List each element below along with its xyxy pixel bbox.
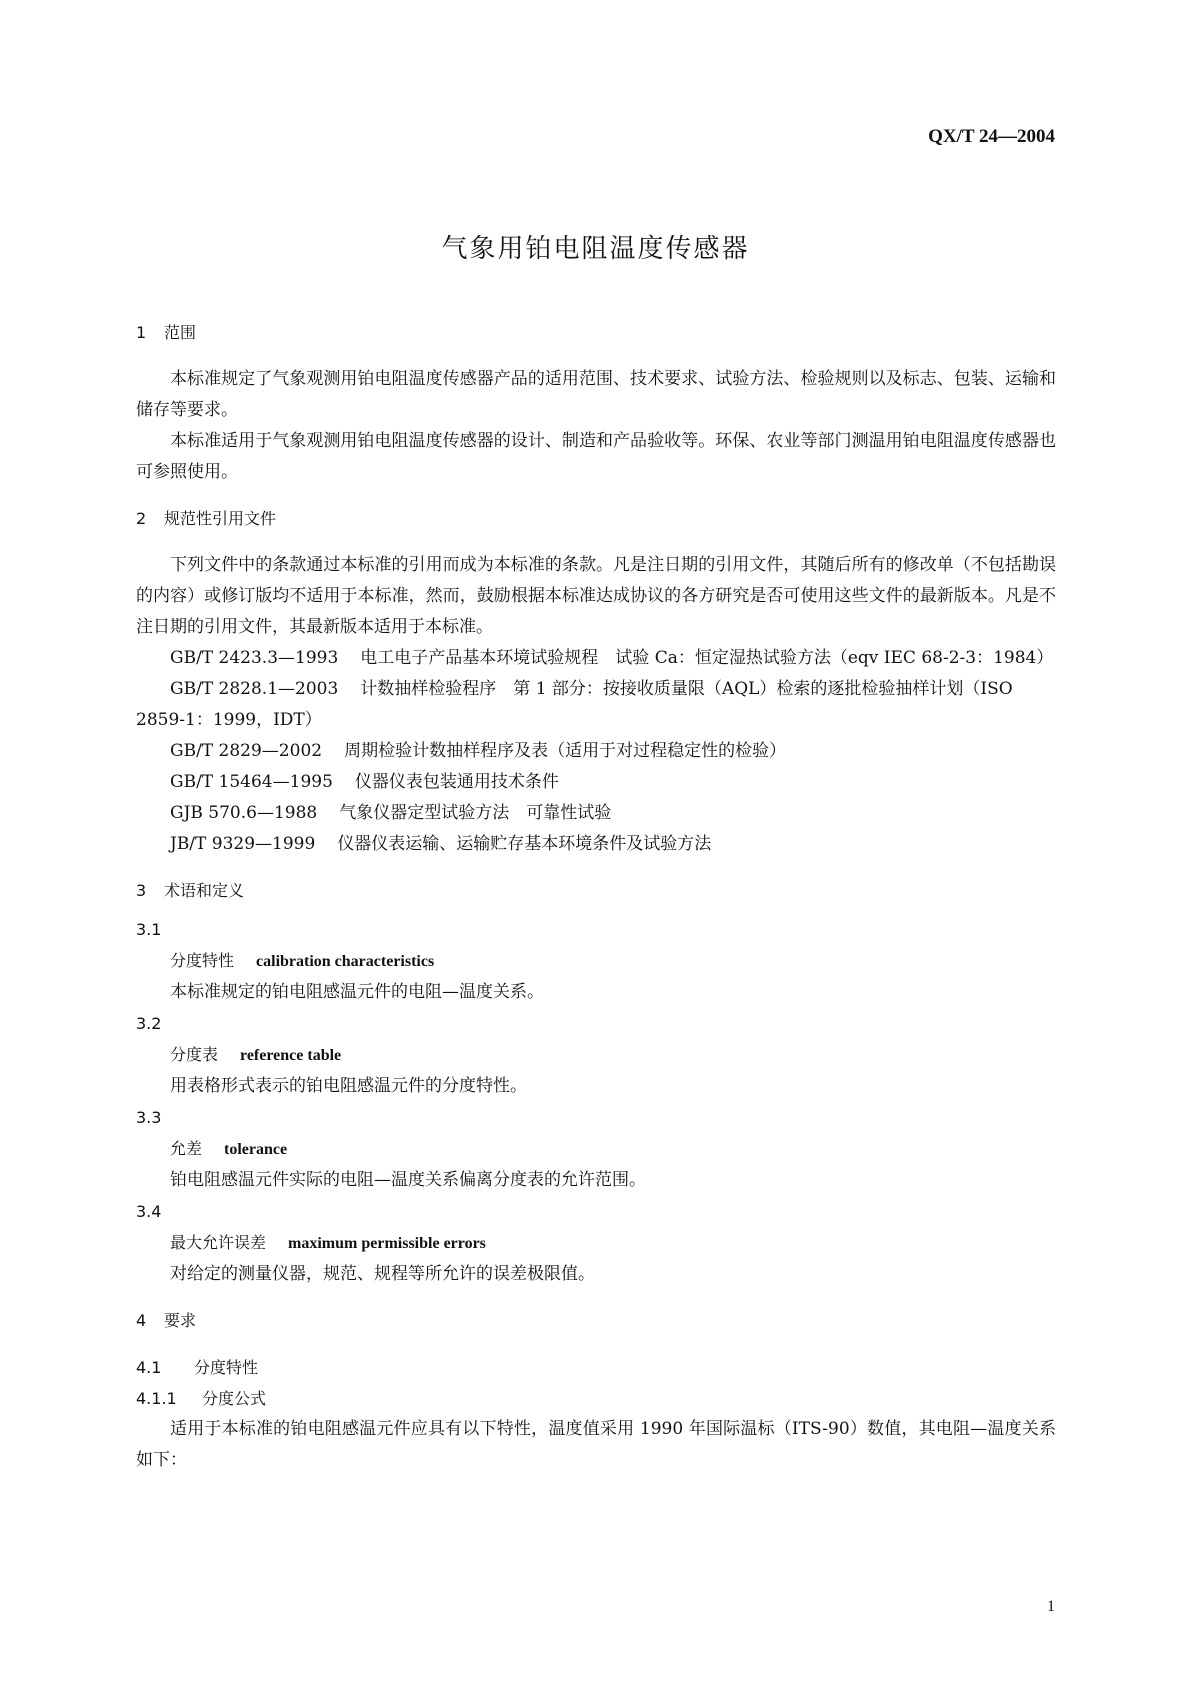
term-definition: 对给定的测量仪器，规范、规程等所允许的误差极限值。: [170, 1264, 595, 1284]
section-number: 1: [136, 323, 147, 342]
clause-number: 3.4: [136, 1202, 162, 1221]
section-number: 4: [136, 1311, 147, 1330]
term-entry: [136, 1133, 1056, 1165]
section-number: 2: [136, 509, 147, 528]
clause-number: 3.3: [136, 1108, 162, 1127]
reference-title: 电工电子产品基本环境试验规程 试验 Ca：恒定湿热试验方法（eqv IEC 68-2-3：1984）: [360, 648, 1054, 668]
section-heading-4: [136, 1308, 1056, 1334]
subsection-heading: [136, 1352, 1056, 1383]
section-heading-3: [136, 878, 1056, 904]
reference-code: GB/T 2828.1—2003: [170, 679, 339, 699]
term-zh: 分度特性: [170, 951, 235, 970]
reference-code: GB/T 15464—1995: [170, 772, 333, 792]
document-body: [136, 320, 1056, 1476]
term-definition: 本标准规定的铂电阻感温元件的电阻—温度关系。: [170, 982, 544, 1002]
section-title: 规范性引用文件: [164, 509, 277, 528]
reference-title: 周期检验计数抽样程序及表（适用于对过程稳定性的检验）: [344, 741, 787, 761]
section-title: 要求: [164, 1311, 197, 1330]
term-entry: [136, 1227, 1056, 1259]
section-title: 范围: [164, 323, 197, 342]
section-number: 3: [136, 881, 147, 900]
reference-item: [136, 829, 1056, 860]
reference-item: [136, 643, 1056, 674]
section-heading-1: [136, 320, 1056, 346]
reference-item: [136, 736, 1056, 767]
term-entry: [136, 945, 1056, 977]
reference-code: JB/T 9329—1999: [170, 834, 316, 854]
reference-title: 气象仪器定型试验方法 可靠性试验: [339, 803, 612, 823]
term-en: calibration characteristics: [256, 953, 435, 970]
paragraph: 下列文件中的条款通过本标准的引用而成为本标准的条款。凡是注日期的引用文件，其随后所有的修改单（不包括勘误的内容）或修订版均不适用于本标准，然而，鼓励根据本标准达成协议的各方研究是否可使用这些文件的最新版本。凡是不注日期的引用文件，其最新版本适用于本标准。: [136, 555, 1056, 637]
term-en: tolerance: [224, 1141, 288, 1158]
reference-code: GB/T 2423.3—1993: [170, 648, 339, 668]
paragraph: 本标准适用于气象观测用铂电阻温度传感器的设计、制造和产品验收等。环保、农业等部门测温用铂电阻温度传感器也可参照使用。: [136, 431, 1056, 482]
reference-item: [136, 767, 1056, 798]
subsection-number: 4.1.1: [136, 1389, 177, 1408]
section-title: 术语和定义: [164, 881, 245, 900]
reference-code: GB/T 2829—2002: [170, 741, 323, 761]
document-title: 气象用铂电阻温度传感器: [441, 234, 750, 264]
subsection-title: 分度特性: [194, 1358, 259, 1377]
reference-code: GJB 570.6—1988: [170, 803, 318, 823]
page-number: 1: [1047, 1598, 1055, 1615]
term-definition: 铂电阻感温元件实际的电阻—温度关系偏离分度表的允许范围。: [170, 1170, 646, 1190]
term-definition: 用表格形式表示的铂电阻感温元件的分度特性。: [170, 1076, 527, 1096]
reference-title: 计数抽样检验程序 第 1 部分：按接收质量限（AQL）检索的逐批检验抽样计划（ISO 2859-1：1999，IDT）: [136, 679, 1013, 730]
term-entry: [136, 1039, 1056, 1071]
paragraph: 本标准规定了气象观测用铂电阻温度传感器产品的适用范围、技术要求、试验方法、检验规则以及标志、包装、运输和储存等要求。: [136, 369, 1056, 420]
paragraph: 适用于本标准的铂电阻感温元件应具有以下特性，温度值采用 1990 年国际温标（ITS-90）数值，其电阻—温度关系如下：: [136, 1419, 1056, 1470]
subsection-title: 分度公式: [202, 1389, 267, 1408]
subsection-number: 4.1: [136, 1358, 162, 1377]
reference-item: [136, 798, 1056, 829]
reference-item: [136, 674, 1056, 736]
standard-code: QX/T 24—2004: [928, 126, 1055, 147]
term-zh: 分度表: [170, 1045, 219, 1064]
reference-title: 仪器仪表包装通用技术条件: [354, 772, 559, 792]
clause-number: 3.2: [136, 1014, 162, 1033]
term-en: reference table: [240, 1047, 342, 1064]
term-zh: 最大允许误差: [170, 1233, 267, 1252]
term-zh: 允差: [170, 1139, 203, 1158]
reference-title: 仪器仪表运输、运输贮存基本环境条件及试验方法: [337, 834, 712, 854]
subsubsection-heading: [136, 1383, 1056, 1414]
term-en: maximum permissible errors: [288, 1235, 486, 1252]
section-heading-2: [136, 506, 1056, 532]
clause-number: 3.1: [136, 920, 162, 939]
